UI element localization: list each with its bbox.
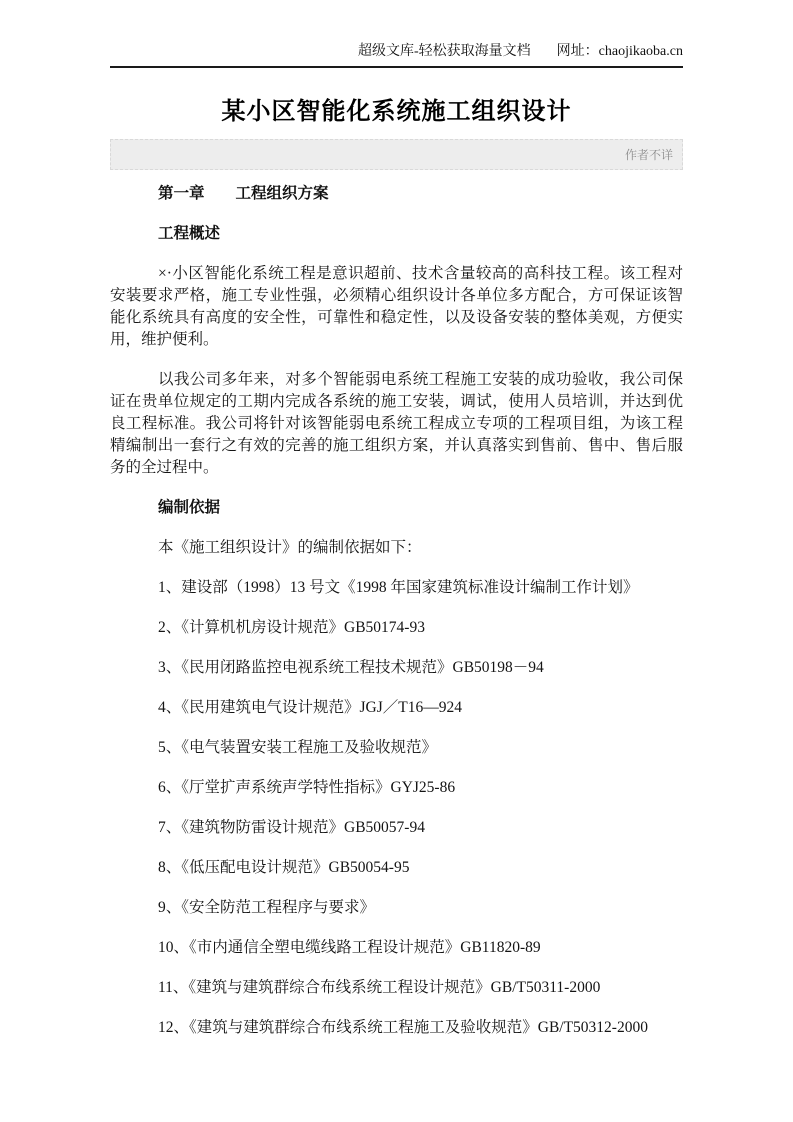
basis-item: 2、《计算机机房设计规范》GB50174-93 (158, 619, 425, 636)
author-box (110, 139, 683, 170)
author-label: 作者不详 (624, 148, 673, 162)
basis-item: 6、《厅堂扩声系统声学特性指标》GYJ25-86 (158, 779, 456, 796)
header-url-label: 网址：chaojikaoba.cn (556, 44, 683, 59)
basis-intro: 本《施工组织设计》的编制依据如下： (158, 539, 422, 556)
header-site-label: 超级文库-轻松获取海量文档 (357, 44, 531, 59)
basis-item: 9、《安全防范工程程序与要求》 (158, 899, 376, 916)
basis-item: 8、《低压配电设计规范》GB50054-95 (158, 859, 410, 876)
basis-item: 10、《市内通信全塑电缆线路工程设计规范》GB11820-89 (158, 939, 541, 956)
basis-item: 7、《建筑物防雷设计规范》GB50057-94 (158, 819, 425, 836)
section-heading-overview: 工程概述 (158, 225, 221, 242)
basis-item: 1、建设部（1998）13 号文《1998 年国家建筑标准设计编制工作计划》 (158, 579, 639, 596)
basis-item: 11、《建筑与建筑群综合布线系统工程设计规范》GB/T50311-2000 (158, 979, 601, 996)
basis-item: 5、《电气装置安装工程施工及验收规范》 (158, 739, 438, 756)
page-header (110, 0, 683, 68)
overview-paragraph-2: 以我公司多年来，对多个智能弱电系统工程施工安装的成功验收，我公司保证在贵单位规定的工期内完成各系统的施工安装，调试，使用人员培训，并达到优良工程标准。我公司将针对该智能弱电系统工程成立专项的工程项目组，为该工程精编制出一套行之有效的完善的施工组织方案，并认真落实到售前、售中、售后服务的全过程中。 (110, 371, 683, 476)
basis-item: 3、《民用闭路监控电视系统工程技术规范》GB50198－94 (158, 659, 544, 676)
overview-paragraph-1: ×·小区智能化系统工程是意识超前、技术含量较高的高科技工程。该工程对安装要求严格，施工专业性强，必须精心组织设计各单位多方配合，方可保证该智能化系统具有高度的安全性，可靠性和稳定性，以及设备安装的整体美观，方便实用，维护便利。 (110, 265, 683, 348)
document-title: 某小区智能化系统施工组织设计 (221, 99, 572, 125)
document-body (110, 183, 683, 1039)
chapter-heading: 第一章 工程组织方案 (158, 185, 329, 202)
basis-item: 4、《民用建筑电气设计规范》JGJ／T16—924 (158, 699, 462, 716)
basis-item: 12、《建筑与建筑群综合布线系统工程施工及验收规范》GB/T50312-2000 (158, 1019, 648, 1036)
section-heading-basis: 编制依据 (158, 499, 221, 516)
